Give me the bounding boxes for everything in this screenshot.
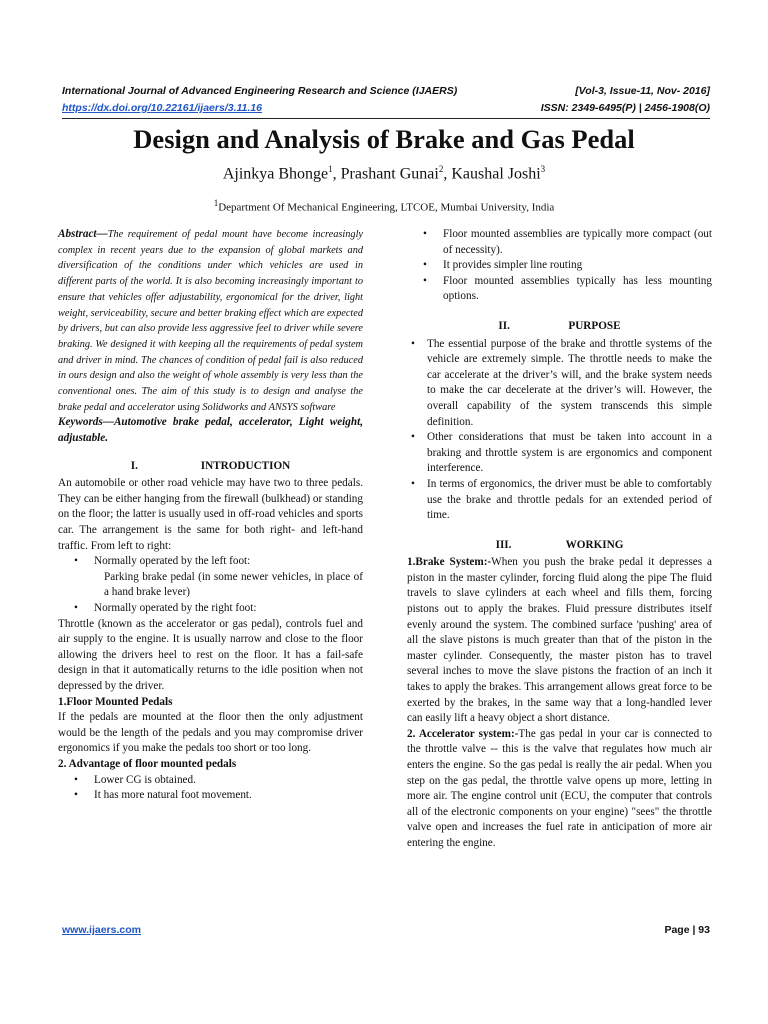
list-item: • Other considerations that must be taken into account in a braking and throttle system is are ergonomics and component interference. <box>407 430 712 477</box>
section-title: WORKING <box>565 538 624 551</box>
page-footer <box>62 924 710 936</box>
subsection-label: 2. Accelerator system:- <box>407 727 519 740</box>
list-item: • Lower CG is obtained. <box>58 773 363 789</box>
paragraph <box>407 555 712 727</box>
website-link[interactable]: www.ijaers.com <box>62 924 141 936</box>
list-item: • Floor mounted assemblies typically has less mounting options. <box>407 274 712 305</box>
right-column <box>407 227 712 852</box>
author: Ajinkya Bhonge <box>222 165 329 183</box>
author-sup: 1 <box>328 164 333 174</box>
abstract-label: Abstract— <box>58 228 108 240</box>
affiliation-text: Department Of Mechanical Engineering, LTCOE, Mumbai University, India <box>218 201 555 214</box>
subsection-heading: 2. Advantage of floor mounted pedals <box>58 757 237 770</box>
list-item: • It provides simpler line routing <box>407 258 712 274</box>
section-heading-introduction <box>58 459 363 475</box>
paragraph-text: The gas pedal in your car is connected to the throttle valve -- this is the valve that regulates how much air enters the engine. So the gas pedal is really the air pedal. When you step on the gas pedal, the throttle valve opens up more, letting in more air. The engine control unit (ECU, the computer that controls all of the electronic components on your engine) "sees" the throttle valve open and increases the fuel rate in anticipation of more air entering the engine. <box>407 727 712 849</box>
affiliation <box>0 195 768 216</box>
left-column <box>58 227 363 804</box>
section-number: III. <box>495 538 512 551</box>
list-item: • It has more natural foot movement. <box>58 788 363 804</box>
paragraph: If the pedals are mounted at the floor then the only adjustment would be the length of the pedals and you may compromise driver ergonomics if you make the pedals too short or too long. <box>58 711 363 755</box>
paragraph: Parking brake pedal (in some newer vehicles, in place of a hand brake lever) <box>104 570 363 599</box>
paragraph: An automobile or other road vehicle may have two to three pedals. They can be either hanging from the firewall (bulkhead) or standing on the floor; the latter is usually used in off-road vehicles and sports car. The arrangement is the same for both right- and left-hand traffic. From left to right: <box>58 477 363 552</box>
list-item: • Normally operated by the left foot: <box>58 554 363 570</box>
author-list <box>0 158 768 185</box>
paragraph: Throttle (known as the accelerator or gas pedal), controls fuel and air supply to the engine. It is usually narrow and close to the floor allowing the drivers heel to rest on the floor. It has a fail-safe design in that it automatically returns to the idle position when not depressed by the driver. <box>58 617 363 692</box>
section-heading-purpose <box>407 319 712 335</box>
page-number: Page | 93 <box>664 924 710 936</box>
paragraph-text: When you push the brake pedal it depresses a piston in the master cylinder, forcing fluid along the pipe The fluid travels to slave cylinders at each wheel and fills them, forcing pistons out to apply the brakes. Fluid pressure distributes itself evenly around the system. The combined surface 'pushing' area of all the slave pistons is much greater than that of the piston in the master cylinder. Consequently, the master piston has to travel several inches to move the slave pistons the fraction of an inch it takes to apply the brakes. This arrangement allows great force to be exerted by the brakes, in the same way that a long-handled lever can easily lift a heavy object a short distance. <box>407 556 713 725</box>
journal-header <box>62 83 710 117</box>
subsection-heading: 1.Floor Mounted Pedals <box>58 695 173 708</box>
header-divider <box>62 118 710 119</box>
author-sup: 2 <box>438 164 444 174</box>
section-heading-working <box>407 538 712 554</box>
abstract <box>58 227 363 415</box>
paragraph <box>407 727 712 852</box>
section-title: INTRODUCTION <box>200 459 291 472</box>
affiliation-sup: 1 <box>213 198 219 208</box>
subsection-label: 1.Brake System:- <box>407 556 492 569</box>
section-number: II. <box>498 319 510 332</box>
list-item: • The essential purpose of the brake and throttle systems of the vehicle are extremely simple. The throttle needs to make the car accelerate at the driver’s will, and the brake system needs to make the car decelerate at the driver’s will. However, the overall capability of the system transcends this simple definition. <box>407 337 712 431</box>
list-item: • Floor mounted assemblies are typically more compact (out of necessity). <box>407 227 712 258</box>
list-item: • In terms of ergonomics, the driver must be able to comfortably use the brake and throttle pedals for an extended period of time. <box>407 477 712 524</box>
author: Kaushal Joshi <box>451 165 541 183</box>
doi-link[interactable]: https://dx.doi.org/10.22161/ijaers/3.11.16 <box>62 102 262 114</box>
author-sup: 3 <box>540 164 546 174</box>
section-title: PURPOSE <box>568 319 621 332</box>
section-number: I. <box>130 459 138 472</box>
author-separator: , <box>443 165 452 183</box>
journal-name: International Journal of Advanced Engineering Research and Science (IJAERS) <box>62 85 458 97</box>
issn-info: ISSN: 2349-6495(P) | 2456-1908(O) <box>540 102 710 114</box>
abstract-text: The requirement of pedal mount have become increasingly complex in recent years due to the expansion of global markets and diversification of the conditions under which vehicles are used in different parts of the world. It is also becoming increasingly important to ensure that vehicles offer adjustability, ergonomical for the driver, light weight, serviceability, secure and better braking effect which are expected by drivers, but can also provide less aggressive feel to driver while severe braking. We designed it with keeping all the requirements of pedal system and driver in mind. The chances of condition of pedal fail is also reduced in ours design and also the weight of whole assembly is very less than the conventional ones. The aim of this study is to design and analyse the brake pedal and accelerator using Solidworks and ANSYS software <box>58 229 363 413</box>
list-item: • Normally operated by the right foot: <box>58 601 363 617</box>
paper-title: Design and Analysis of Brake and Gas Pedal <box>133 124 635 154</box>
keywords: Keywords—Automotive brake pedal, accelerator, Light weight, adjustable. <box>58 416 363 445</box>
volume-info: [Vol-3, Issue-11, Nov- 2016] <box>575 85 710 97</box>
author: Prashant Gunai <box>340 165 439 183</box>
author-separator: , <box>332 165 341 183</box>
